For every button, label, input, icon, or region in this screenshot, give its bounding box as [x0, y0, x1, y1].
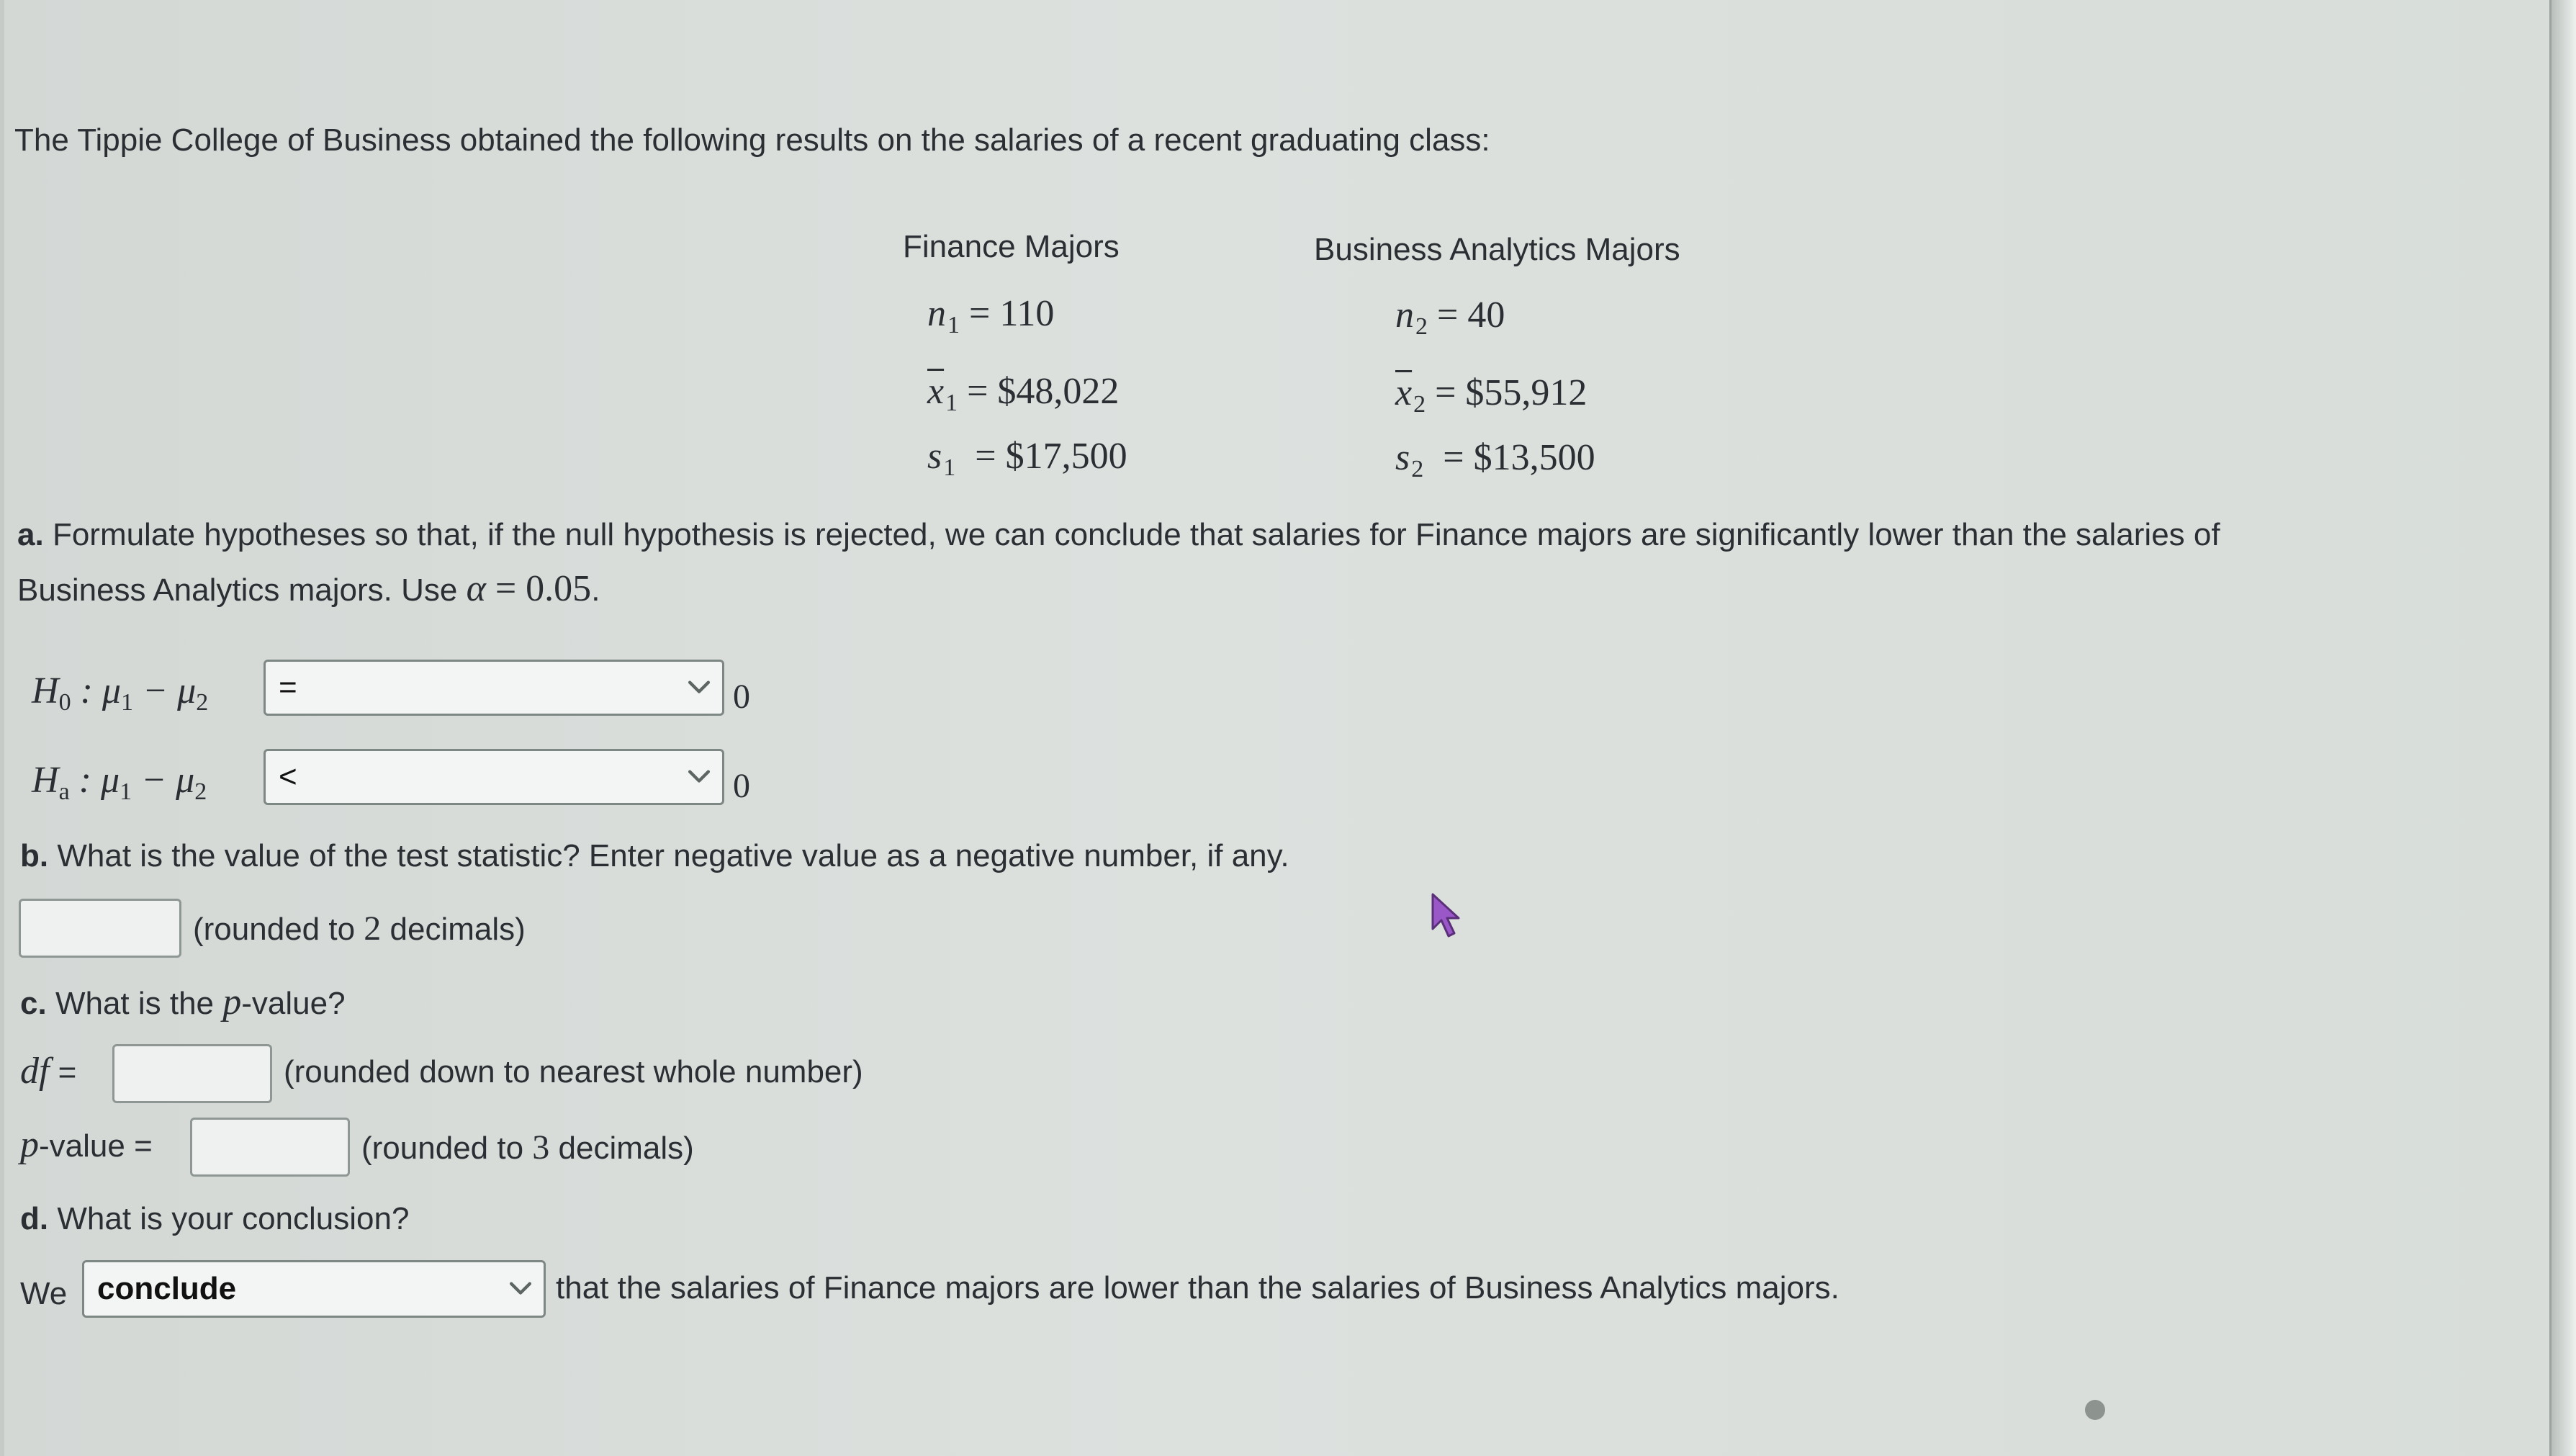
part-a-line1 — [17, 517, 2220, 553]
ha-sub: a — [58, 778, 70, 805]
h0-sub: 0 — [58, 689, 71, 716]
finance-mean-value: = $48,022 — [967, 371, 1120, 412]
analytics-mean-value: = $55,912 — [1435, 372, 1588, 413]
conclusion-selected: conclude — [97, 1271, 237, 1306]
h0-mu2-sub: 2 — [196, 689, 209, 716]
analytics-n-sub: 2 — [1415, 313, 1428, 340]
intro-text: The Tippie College of Business obtained the following results on the salaries of a recent graduating class: — [14, 122, 1490, 158]
analytics-mean — [1395, 372, 1588, 418]
analytics-header: Business Analytics Majors — [1314, 232, 1680, 267]
analytics-mean-sub: 2 — [1413, 391, 1426, 418]
ha-H: H — [32, 760, 59, 801]
finance-n-var: n — [927, 293, 946, 334]
finance-sd-sub: 1 — [943, 454, 956, 481]
part-b-label: b. — [20, 838, 49, 873]
part-b-note-suffix: decimals) — [381, 912, 526, 947]
part-a-text-line1: Formulate hypotheses so that, if the null hypothesis is rejected, we can conclude that salaries for Finance majors are significantly lower than the salaries of — [52, 517, 2220, 552]
conclusion-we: We — [20, 1276, 68, 1311]
chevron-down-icon — [683, 761, 715, 793]
alpha-symbol: α — [466, 568, 486, 609]
finance-sd-value: = $17,500 — [975, 436, 1127, 477]
h0-mu1-sub: 1 — [120, 689, 133, 716]
part-c-label: c. — [20, 986, 47, 1021]
period: . — [591, 572, 600, 608]
p-value-p: p — [20, 1124, 39, 1165]
analytics-n — [1395, 295, 1505, 340]
alternative-hypothesis-selected: < — [279, 759, 297, 794]
p-value-text: -value = — [39, 1128, 153, 1164]
part-b-text: What is the value of the test statistic? Enter negative value as a negative number, if any. — [57, 838, 1289, 873]
analytics-mean-var: $\overline{x}$ — [1395, 372, 1413, 413]
h0-minus-mu: − μ — [132, 670, 197, 711]
ha-minus-mu: − μ — [132, 760, 195, 801]
finance-sd — [927, 436, 1127, 481]
p-value-input[interactable] — [190, 1118, 350, 1177]
chevron-down-icon — [683, 672, 715, 704]
part-d-text: What is your conclusion? — [57, 1201, 410, 1236]
alternative-hypothesis-label — [32, 759, 207, 805]
part-c-text-suffix: -value? — [241, 986, 346, 1021]
h0-colon-mu: : μ — [71, 670, 121, 711]
part-a-label: a. — [17, 517, 44, 552]
part-d-question — [20, 1201, 409, 1237]
df-note: (rounded down to nearest whole number) — [284, 1054, 863, 1089]
p-value-note-suffix: decimals) — [549, 1131, 694, 1166]
analytics-sd-sub: 2 — [1411, 456, 1424, 482]
null-hypothesis-rhs: 0 — [733, 678, 750, 716]
alternative-hypothesis-select[interactable] — [264, 749, 724, 805]
ha-mu1-sub: 1 — [120, 778, 132, 805]
null-hypothesis-select[interactable] — [264, 660, 724, 716]
analytics-sd-var: s — [1395, 437, 1410, 478]
p-value-note-number: 3 — [532, 1128, 550, 1167]
part-a-text-line2: Business Analytics majors. Use — [17, 572, 467, 608]
null-hypothesis-label — [32, 670, 209, 716]
part-a-line2 — [17, 567, 600, 610]
finance-n — [927, 293, 1055, 338]
finance-n-sub: 1 — [947, 312, 960, 338]
chevron-down-icon — [505, 1273, 536, 1305]
df-symbol: df — [20, 1051, 50, 1092]
mouse-pointer-icon — [1430, 891, 1463, 942]
part-c-p: p — [222, 981, 242, 1023]
p-value-rounding-note — [361, 1128, 694, 1167]
h0-H: H — [32, 670, 59, 711]
page-left-border — [0, 0, 4, 1456]
conclusion-select[interactable] — [82, 1260, 546, 1318]
df-input[interactable] — [112, 1044, 272, 1103]
analytics-sd-value: = $13,500 — [1443, 437, 1595, 478]
finance-sd-var: s — [927, 436, 942, 477]
ha-colon-mu: : μ — [69, 760, 120, 801]
alpha-value: = 0.05 — [485, 568, 592, 609]
part-d-label: d. — [20, 1201, 49, 1236]
test-statistic-input[interactable] — [19, 899, 181, 958]
null-hypothesis-selected: = — [279, 670, 297, 705]
part-b-note-number: 2 — [364, 909, 382, 948]
part-c-text-prefix: What is the — [55, 986, 223, 1021]
analytics-n-value: = 40 — [1437, 295, 1505, 336]
part-b-note-prefix: (rounded to — [193, 912, 364, 947]
part-c-question — [20, 981, 346, 1023]
conclusion-tail: that the salaries of Finance majors are lower than the salaries of Business Analytics majors. — [556, 1270, 1839, 1306]
ha-mu2-sub: 2 — [194, 778, 207, 805]
part-b-question — [20, 838, 1289, 874]
alternative-hypothesis-rhs: 0 — [733, 767, 750, 805]
finance-mean-sub: 1 — [945, 390, 958, 416]
finance-header: Finance Majors — [903, 229, 1120, 264]
finance-mean-var: $\overline{x}$ — [927, 371, 945, 412]
p-value-label — [20, 1123, 153, 1166]
analytics-sd — [1395, 437, 1595, 482]
p-value-note-prefix: (rounded to — [361, 1131, 533, 1166]
df-equals: = — [49, 1055, 77, 1090]
analytics-n-var: n — [1395, 295, 1414, 336]
part-b-rounding-note — [193, 909, 526, 948]
finance-n-value: = 110 — [969, 293, 1055, 334]
finance-mean — [927, 371, 1120, 416]
vertical-scrollbar[interactable] — [2549, 0, 2576, 1456]
status-dot — [2085, 1400, 2105, 1420]
df-label — [20, 1050, 76, 1092]
